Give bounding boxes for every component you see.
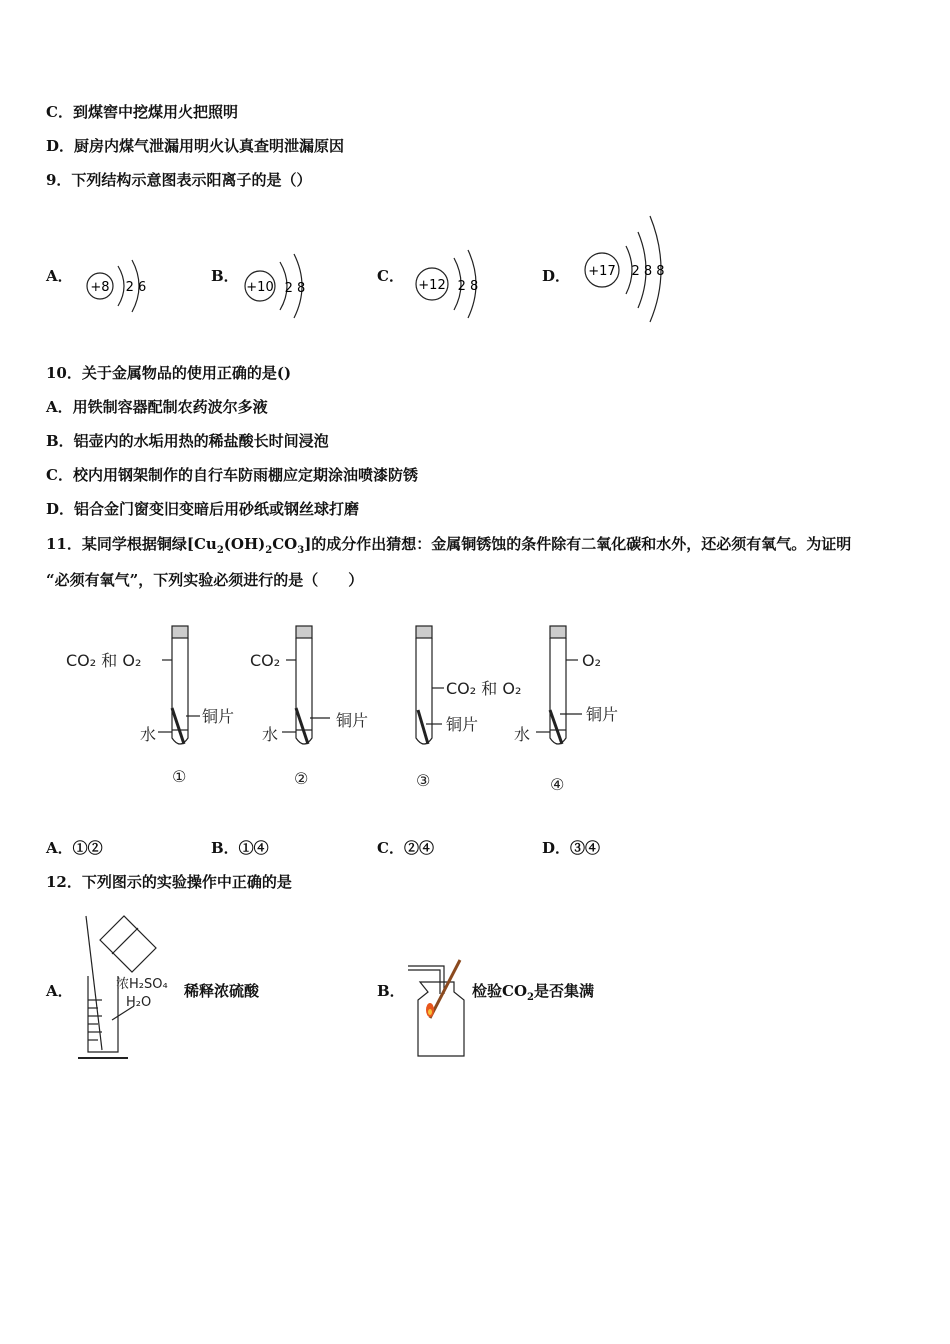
q11-option-a: A．①② (46, 839, 103, 857)
q11-stem-line2: “必须有氧气”，下列实验必须进行的是（ ） (46, 571, 364, 589)
q11-option-b: B．①④ (211, 839, 269, 857)
q10-option-c: C．校内用钢架制作的自行车防雨棚应定期涂油喷漆防锈 (46, 466, 418, 484)
fig-label-water: H₂O (126, 995, 152, 1010)
q9-stem: 9．下列结构示意图表示阳离子的是（） (46, 171, 312, 189)
tube4-gas-label: O₂ (582, 651, 602, 670)
tube3-number: ③ (416, 771, 431, 790)
q10-option-a: A．用铁制容器配制农药波尔多液 (46, 398, 268, 416)
nucleus-charge: +12 (418, 278, 446, 293)
q12-option-b-label: B． (377, 982, 405, 1000)
nucleus-charge: +10 (246, 280, 274, 295)
tube2-number: ② (294, 769, 309, 788)
q9-option-a-label: A． (46, 267, 73, 285)
tube3-gas-label: CO₂ 和 O₂ (446, 679, 522, 698)
q9-atom-diagram-c (408, 242, 488, 326)
q8-option-c: C．到煤窖中挖煤用火把照明 (46, 103, 238, 121)
q8-option-d: D．厨房内煤气泄漏用明火认真查明泄漏原因 (46, 137, 345, 155)
tube1-water-label: 水 (140, 725, 157, 744)
tube3-metal-label: 铜片 (446, 715, 479, 734)
fig-label-concentrated-acid: 浓H₂SO₄ (116, 977, 168, 992)
q10-option-d: D．铝合金门窗变旧变暗后用砂纸或钢丝球打磨 (46, 500, 360, 518)
q9-atom-diagram-d (578, 212, 678, 324)
q11-option-d: D．③④ (542, 839, 601, 857)
electron-shells: 2 6 (125, 280, 147, 295)
q9-option-d-label: D． (542, 267, 571, 285)
q12-option-a-text: 稀释浓硫酸 (184, 982, 260, 1000)
nucleus-charge: +8 (90, 280, 110, 295)
q10-option-b: B．铝壶内的水垢用热的稀盐酸长时间浸泡 (46, 432, 329, 450)
electron-shells: 2 8 (284, 281, 306, 296)
tube2-water-label: 水 (262, 725, 279, 744)
q9-atom-diagram-b (238, 244, 318, 326)
q12-option-b-text: 检验$CO_2$是否集满 (472, 982, 595, 1003)
electron-shells: 2 8 (457, 279, 479, 294)
q9-atom-diagram-a (80, 252, 170, 322)
electron-shells: 2 8 8 (631, 264, 665, 279)
tube4-metal-label: 铜片 (586, 705, 619, 724)
tube4-number: ④ (550, 775, 565, 794)
q11-stem: 11．某同学根据铜绿$[Cu_2(OH)_2CO_3]$的成分作出猜想：金属铜锈蚀的条件除有二氧化碳和水外，还必须有氧气。为证明 (46, 535, 852, 556)
q12-stem: 12．下列图示的实验操作中正确的是 (46, 873, 292, 891)
q12-co2-test-diagram (404, 956, 472, 1062)
tube1-metal-label: 铜片 (202, 707, 235, 726)
tube2-metal-label: 铜片 (336, 711, 369, 730)
q9-option-b-label: B． (211, 267, 239, 285)
q9-option-c-label: C． (377, 267, 404, 285)
nucleus-charge: +17 (588, 264, 616, 279)
tube1-number: ① (172, 767, 187, 786)
tube4-water-label: 水 (514, 725, 531, 744)
tube1-gas-label: CO₂ 和 O₂ (66, 651, 142, 670)
q11-option-c: C．②④ (377, 839, 434, 857)
q11-test-tube-experiments (60, 620, 680, 800)
q12-option-a-label: A． (46, 982, 73, 1000)
tube2-gas-label: CO₂ (250, 651, 281, 670)
q10-stem: 10．关于金属物品的使用正确的是() (46, 364, 292, 382)
q12-dilute-sulfuric-acid-diagram (72, 910, 184, 1064)
